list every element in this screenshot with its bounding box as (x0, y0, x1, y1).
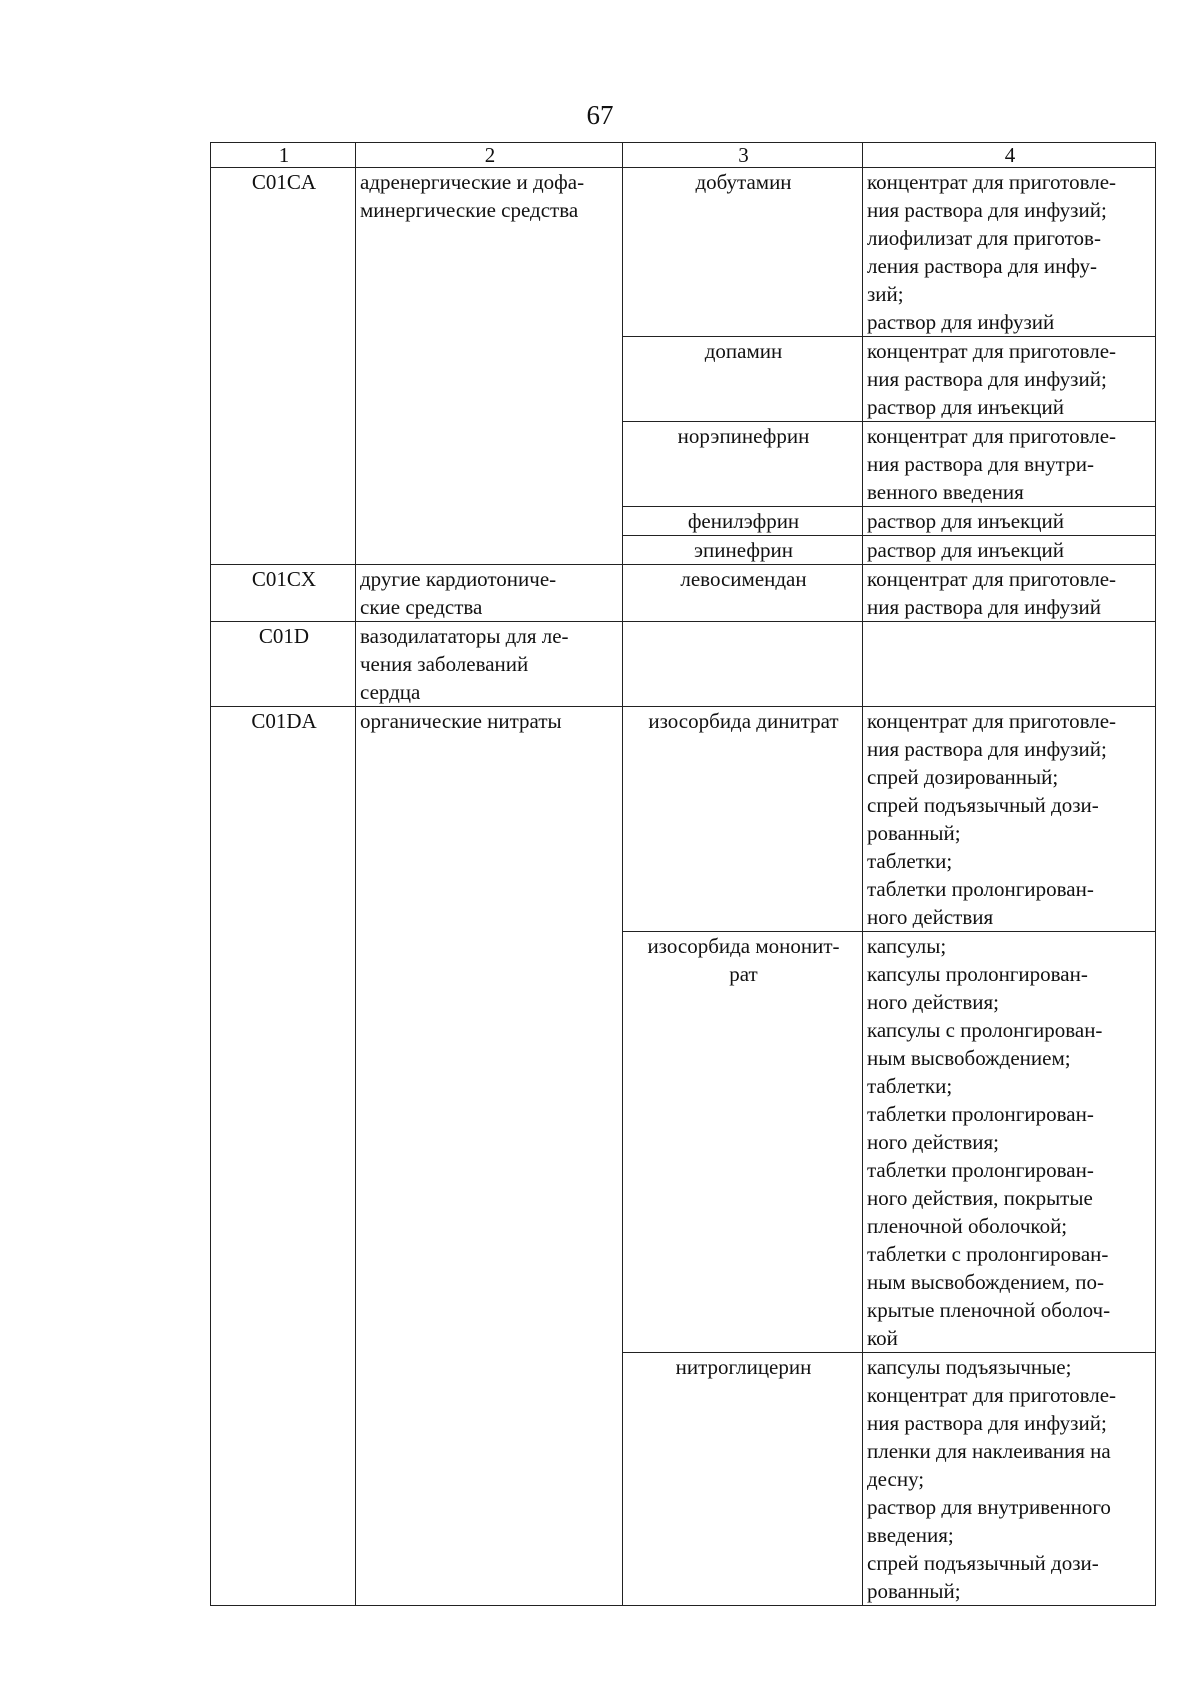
dosage-form-line: ного действия, покрытые (867, 1186, 1093, 1210)
drug-table (210, 142, 1156, 1606)
drug-name-cell (623, 536, 863, 565)
dosage-form-line: концентрат для приготовле- (867, 567, 1117, 591)
column-header: 2 (356, 143, 623, 168)
dosage-forms-cell (863, 622, 1156, 707)
atc-code-cell: C01D (211, 622, 356, 707)
dosage-forms-cell (863, 1353, 1156, 1606)
dosage-form-line: капсулы пролонгирован- (867, 962, 1088, 986)
dosage-form-line: венного введения (867, 480, 1024, 504)
dosage-form-line: пленки для наклеивания на (867, 1439, 1111, 1463)
dosage-forms-cell (863, 422, 1156, 507)
dosage-forms-cell (863, 507, 1156, 536)
drug-name-cell (623, 168, 863, 337)
dosage-form-line: раствор для инфузий (867, 310, 1055, 334)
dosage-forms-cell (863, 168, 1156, 337)
group-name-line: ские средства (360, 595, 483, 619)
dosage-form-line: концентрат для приготовле- (867, 339, 1117, 363)
dosage-form-line: спрей дозированный; (867, 765, 1059, 789)
dosage-forms-cell (863, 337, 1156, 422)
drug-name-line: фенилэфрин (687, 509, 800, 533)
dosage-form-line: таблетки пролонгирован- (867, 1102, 1094, 1126)
drug-name-line: левосимендан (680, 567, 807, 591)
atc-code-cell: C01DA (211, 707, 356, 1606)
dosage-form-line: ного действия (867, 905, 994, 929)
table-row (211, 168, 1156, 337)
dosage-form-line: таблетки; (867, 1074, 953, 1098)
drug-name-cell (623, 1353, 863, 1606)
dosage-form-line: концентрат для приготовле- (867, 170, 1117, 194)
dosage-form-line: спрей подъязычный дози- (867, 793, 1099, 817)
atc-code-cell: C01CX (211, 565, 356, 622)
dosage-form-line: крытые пленочной оболоч- (867, 1298, 1111, 1322)
dosage-form-line: ния раствора для инфузий; (867, 367, 1107, 391)
dosage-form-line: раствор для внутривенного (867, 1495, 1111, 1519)
group-name-cell (356, 565, 623, 622)
table-row (211, 622, 1156, 707)
drug-name-line: изосорбида динитрат (648, 709, 839, 733)
dosage-form-line: пленочной оболочкой; (867, 1214, 1068, 1238)
drug-name-cell (623, 932, 863, 1353)
dosage-form-line: лиофилизат для приготов- (867, 226, 1101, 250)
dosage-form-line: концентрат для приготовле- (867, 424, 1117, 448)
drug-name-cell (623, 507, 863, 536)
dosage-forms-cell (863, 932, 1156, 1353)
drug-name-line: эпинефрин (694, 538, 793, 562)
group-name-line: органические нитраты (360, 709, 562, 733)
group-name-line: минергические средства (360, 198, 579, 222)
dosage-forms-cell (863, 536, 1156, 565)
dosage-form-line: ного действия; (867, 1130, 999, 1154)
dosage-form-line: кой (867, 1326, 898, 1350)
table-row (211, 565, 1156, 622)
dosage-form-line: ния раствора для инфузий; (867, 1411, 1107, 1435)
drug-name-cell (623, 707, 863, 932)
drug-name-cell (623, 422, 863, 507)
column-header: 4 (863, 143, 1156, 168)
dosage-form-line: капсулы; (867, 934, 947, 958)
column-header: 1 (211, 143, 356, 168)
page-number: 67 (586, 100, 614, 130)
group-name-cell (356, 622, 623, 707)
dosage-form-line: ления раствора для инфу- (867, 254, 1097, 278)
dosage-forms-cell (863, 707, 1156, 932)
dosage-form-line: ния раствора для инфузий; (867, 737, 1107, 761)
dosage-form-line: таблетки пролонгирован- (867, 877, 1094, 901)
drug-name-line: нитроглицерин (675, 1355, 812, 1379)
table-header-row (211, 143, 1156, 168)
dosage-form-line: ния раствора для инфузий (867, 595, 1101, 619)
dosage-form-line: раствор для инъекций (867, 509, 1064, 533)
table-row (211, 707, 1156, 932)
group-name-cell (356, 168, 623, 565)
group-name-line: другие кардиотониче- (360, 567, 557, 591)
dosage-form-line: капсулы подъязычные; (867, 1355, 1072, 1379)
group-name-line: вазодилататоры для ле- (360, 624, 569, 648)
group-name-line: сердца (360, 680, 421, 704)
dosage-form-line: десну; (867, 1467, 925, 1491)
drug-name-line: добутамин (695, 170, 792, 194)
dosage-form-line: рованный; (867, 1579, 961, 1603)
dosage-form-line: таблетки с пролонгирован- (867, 1242, 1109, 1266)
dosage-form-line: ния раствора для инфузий; (867, 198, 1107, 222)
dosage-form-line: ным высвобождением, по- (867, 1270, 1104, 1294)
drug-name-cell (623, 622, 863, 707)
drug-name-line: допамин (704, 339, 783, 363)
dosage-form-line: ния раствора для внутри- (867, 452, 1094, 476)
dosage-form-line: капсулы с пролонгирован- (867, 1018, 1103, 1042)
dosage-form-line: таблетки пролонгирован- (867, 1158, 1094, 1182)
dosage-form-line: введения; (867, 1523, 954, 1547)
dosage-form-line: спрей подъязычный дози- (867, 1551, 1099, 1575)
group-name-cell (356, 707, 623, 1606)
dosage-form-line: раствор для инъекций (867, 395, 1064, 419)
dosage-form-line: ного действия; (867, 990, 999, 1014)
dosage-form-line: зий; (867, 282, 904, 306)
dosage-form-line: концентрат для приготовле- (867, 1383, 1117, 1407)
drug-name-line: рат (729, 962, 758, 986)
drug-name-line: изосорбида мононит- (647, 934, 840, 958)
dosage-form-line: концентрат для приготовле- (867, 709, 1117, 733)
dosage-form-line: рованный; (867, 821, 961, 845)
group-name-line: адренергические и дофа- (360, 170, 585, 194)
drug-name-cell (623, 337, 863, 422)
column-header: 3 (623, 143, 863, 168)
atc-code-cell: C01CA (211, 168, 356, 565)
dosage-form-line: ным высвобождением; (867, 1046, 1071, 1070)
dosage-forms-cell (863, 565, 1156, 622)
dosage-form-line: раствор для инъекций (867, 538, 1064, 562)
group-name-line: чения заболеваний (360, 652, 529, 676)
drug-name-cell (623, 565, 863, 622)
drug-name-line: норэпинефрин (677, 424, 810, 448)
dosage-form-line: таблетки; (867, 849, 953, 873)
